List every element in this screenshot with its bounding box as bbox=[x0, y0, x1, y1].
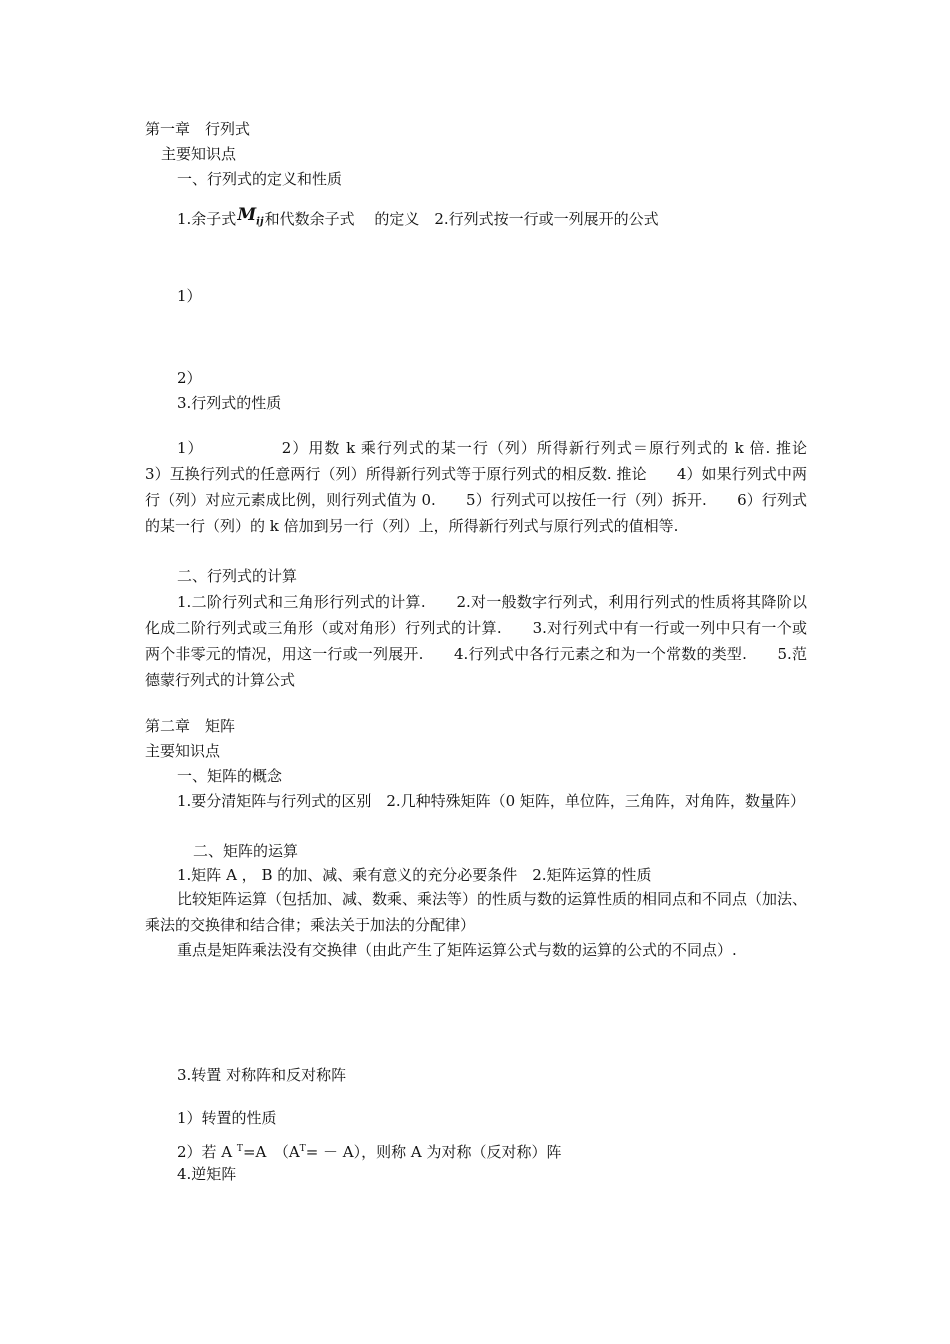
ch2-focus-text: 重点是矩阵乘法没有交换律（由此产生了矩阵运算公式与数的运算的公式的不同点）. bbox=[177, 941, 737, 959]
ch2-section2-title: 二、矩阵的运算 bbox=[193, 842, 299, 860]
ch2-inverse-title: 4.逆矩阵 bbox=[177, 1165, 237, 1183]
ch1-expansion-item-1: 1） bbox=[177, 287, 202, 305]
ch1-cofactor-line bbox=[177, 205, 659, 236]
cofactor-label: 1.余子式 bbox=[177, 210, 237, 228]
ch1-section1-title: 一、行列式的定义和性质 bbox=[177, 170, 343, 188]
ch1-calculation-text: 1.二阶行列式和三角形行列式的计算. 2.对一般数字行列式，利用行列式的性质将其降阶以化成二阶行列式或三角形（或对角形）行列式的计算. 3.对行列式中有一行或一列中只有一个或两个非零元的情况，用这一行或一列展开. 4.行列式中各行元素之和为一个常数的类型. 5.范德蒙行列式的计算公式 bbox=[145, 593, 807, 689]
ch1-expansion-item-2: 2） bbox=[177, 369, 202, 387]
ch2-compare-text: 比较矩阵运算（包括加、减、数乘、乘法等）的性质与数的运算性质的相同点和不同点（加法、乘法的交换律和结合律；乘法关于加法的分配律） bbox=[145, 890, 808, 934]
ch2-transpose-title: 3.转置 对称阵和反对称阵 bbox=[177, 1066, 347, 1084]
ch1-properties-title: 3.行列式的性质 bbox=[177, 394, 282, 412]
cofactor-definition-text: 和代数余子式 的定义 2.行列式按一行或一列展开的公式 bbox=[264, 210, 659, 228]
ch2-transpose-item-2: 2）若 A $^T$=A $(A^T= - A)$，则称 A 为对称（反对称）阵 bbox=[177, 1143, 562, 1161]
ch2-transpose-item-1: 1）转置的性质 bbox=[177, 1109, 277, 1127]
ch2-section1-title: 一、矩阵的概念 bbox=[177, 767, 283, 785]
ch1-properties-text: 1） 2）用数 k 乘行列式的某一行（列）所得新行列式＝原行列式的 k 倍. 推论 3）互换行列式的任意两行（列）所得新行列式等于原行列式的相反数. 推论 4）如果行列式中两行（列）对应元素成比例，则行列式值为 0. 5）行列式可以按任一行（列）拆开. 6）行列式的某一行（列）的 k 倍加到另一行（列）上，所得新行列式与原行列式的值相等. bbox=[145, 439, 838, 535]
ch2-operations-line: 1.矩阵 A ， B 的加、减、乘有意义的充分必要条件 2.矩阵运算的性质 bbox=[177, 866, 652, 884]
chapter1-key-points: 主要知识点 bbox=[161, 145, 237, 163]
chapter1-title: 第一章 行列式 bbox=[145, 120, 251, 138]
chapter2-title: 第二章 矩阵 bbox=[145, 717, 236, 735]
ch2-concept-text: 1.要分清矩阵与行列式的区别 2.几种特殊矩阵（0 矩阵，单位阵，三角阵，对角阵，数量阵） bbox=[177, 792, 805, 810]
minor-symbol: $M_{ij}$ bbox=[237, 205, 264, 228]
chapter2-key-points: 主要知识点 bbox=[145, 742, 221, 760]
ch1-section2-title: 二、行列式的计算 bbox=[177, 567, 298, 585]
